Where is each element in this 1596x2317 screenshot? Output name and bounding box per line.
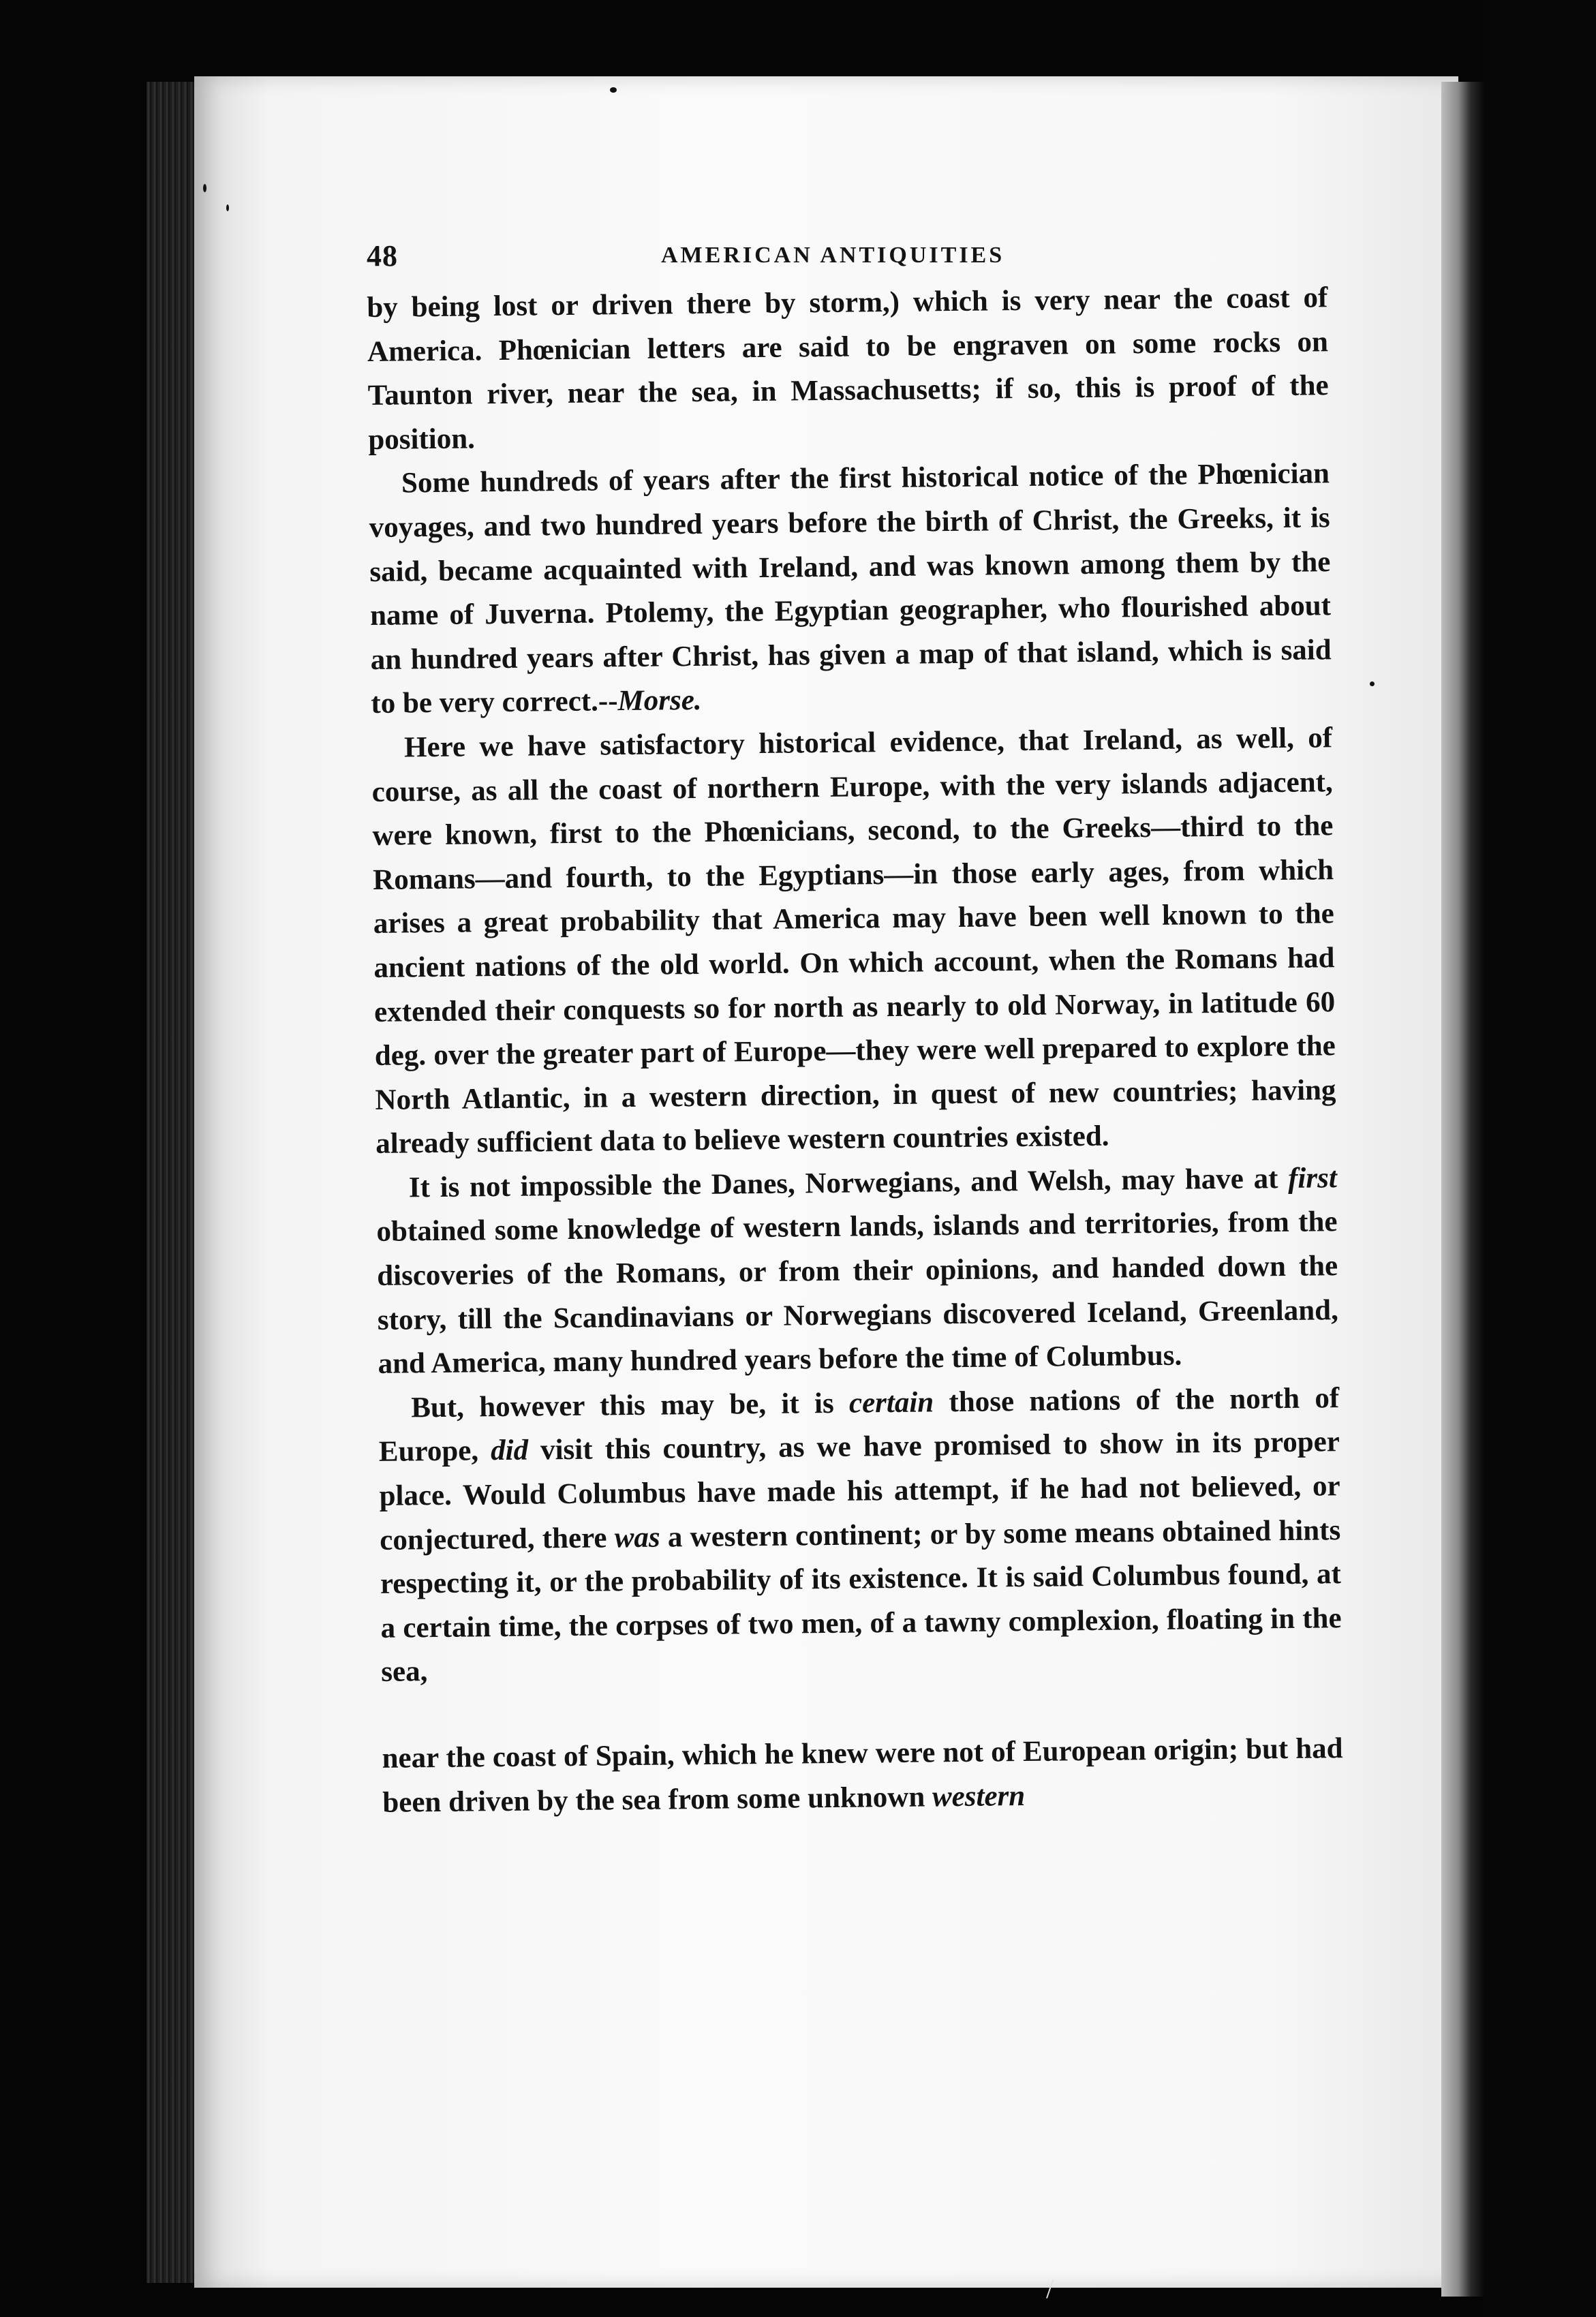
paragraph: [367, 276, 1330, 462]
italic-text: was: [614, 1521, 660, 1554]
text-run: visit this country, as we have promised to show in its proper place. Would Columbus have made his attempt, if he had not believed, or conjectured, there: [379, 1426, 1340, 1556]
scan-speck: [1370, 681, 1375, 686]
text-run: those nations of the north of Europe,: [378, 1381, 1340, 1469]
paragraph: [378, 1377, 1342, 1695]
scan-speck: [610, 87, 617, 93]
scan-speck: [203, 184, 206, 192]
italic-text: certain: [848, 1386, 934, 1420]
text-run: But, however this may be, it is: [410, 1387, 850, 1424]
text-run: near the coast of Spain, which he knew were not of European origin; but had been driven by the sea from some unknown: [382, 1732, 1343, 1819]
text-run: a western continent; or by some means obtained hints respecting it, or the probability of its existence. It is said Columbus found, at a certain time, the corpses of two men, of a tawny complexion, floating in the sea,: [380, 1514, 1342, 1689]
book-gutter-right: [1441, 82, 1484, 2297]
paragraph: [369, 452, 1332, 726]
paragraph: [376, 1156, 1339, 1387]
paragraph: [382, 1727, 1343, 1825]
paragraph: [371, 716, 1337, 1167]
text-run: obtained some knowledge of western lands, islands and territories, from the discoveries of the Romans, or from their opinions, and handed down the story, till the Scandinavians or Norwegians discovered Iceland, Greenland, and America, many hundred years before the time of Columbus.: [376, 1206, 1339, 1381]
italic-text: first: [1287, 1162, 1338, 1195]
running-head: AMERICAN ANTIQUITIES: [661, 243, 1005, 268]
page-number: 48: [367, 239, 398, 273]
scan-border-right: [1484, 0, 1596, 2317]
text-run: Here we have satisfactory historical evidence, that Ireland, as well, of course, as all the coast of northern Europe, with the very islands adjacent, were known, first to the Phœnicians, second, to the Greeks—third to the Romans—and fourth, to the Egyptians—in those early ages, from which arises a great probability that America may have been well known to the ancient nations of the old world. On which account, when the Romans had extended their conquests so for north as nearly to old Norway, in latitude 60 deg. over the greater part of Europe—they were well prepared to explore the North Atlantic, in a western direction, in quest of new countries; having already sufficient data to believe western countries existed.: [371, 722, 1336, 1161]
page-header: [367, 239, 1321, 279]
text-run: by being lost or driven there by storm,) which is very near the coast of America. Phœnician letters are said to be engraven on some rocks on Taunton river, near the sea, in Massachusetts; if so, this is proof of the position.: [367, 281, 1329, 456]
body-text: [367, 276, 1344, 1825]
scan-mark: /: [1046, 2273, 1054, 2304]
italic-text: western: [932, 1779, 1026, 1813]
scan-speck: [226, 204, 229, 211]
text-run: Some hundreds of years after the first historical notice of the Phœnician voyages, and two hundred years before the birth of Christ, the Greeks, it is said, became acquainted with Ireland, and was known among them by the name of Juverna. Ptolemy, the Egyptian geographer, who flourished about an hundred years after Christ, has given a map of that island, which is said to be very correct.--: [369, 457, 1332, 720]
italic-text: did: [490, 1434, 529, 1467]
italic-text: Morse.: [617, 684, 702, 718]
text-run: It is not impossible the Danes, Norwegians, and Welsh, may have at: [408, 1162, 1289, 1204]
